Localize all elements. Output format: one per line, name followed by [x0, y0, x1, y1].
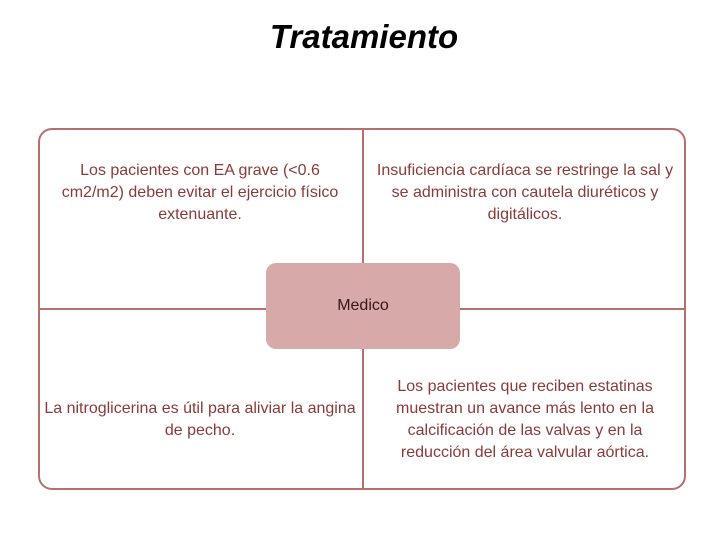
- quadrant-top-left: Los pacientes con EA grave (<0.6 cm2/m2) deben evitar el ejercicio físico extenuante.: [61, 162, 339, 223]
- slide-title: Tratamiento: [269, 18, 459, 55]
- quadrant-top-right: Insuficiencia cardíaca se restringe la sal y se administra con cautela diuréticos y digitálicos.: [376, 162, 674, 223]
- center-label: Medico: [337, 297, 389, 314]
- center-node: [266, 263, 460, 349]
- quadrant-bottom-left: La nitroglicerina es útil para aliviar la angina de pecho.: [44, 400, 356, 439]
- quadrant-bottom-right: Los pacientes que reciben estatinas muestran un avance más lento en la calcificación de las valvas y en la reducción del área valvular aórtica.: [396, 378, 654, 461]
